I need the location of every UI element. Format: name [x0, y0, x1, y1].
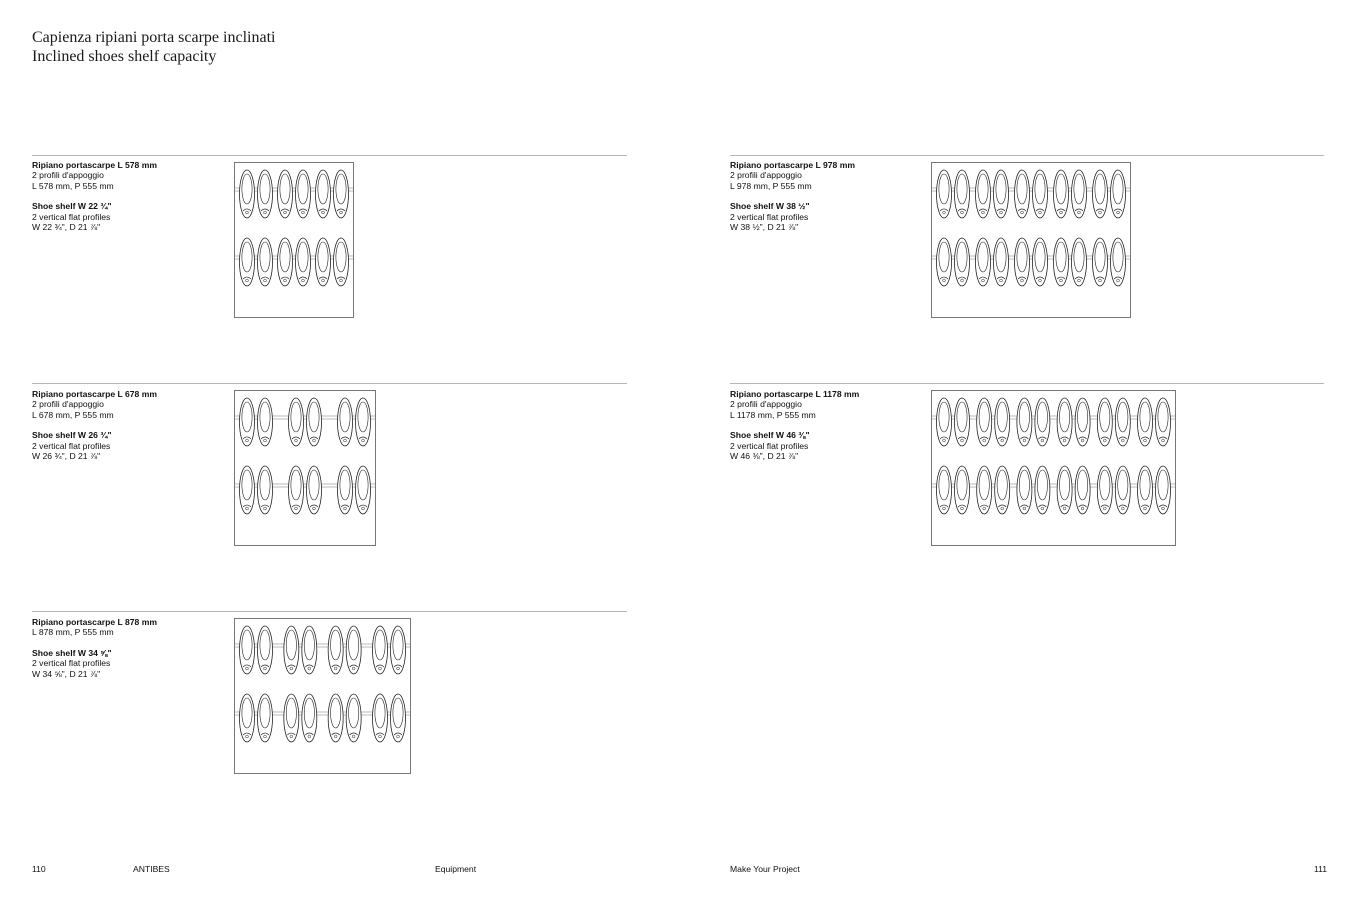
spec-heading-it: Ripiano portascarpe L 1178 mm — [730, 389, 860, 399]
spec-profiles-it: 2 profili d'appoggio — [730, 170, 802, 181]
spec-profiles-en: 2 vertical flat profiles — [32, 658, 111, 669]
spec-heading-it: Ripiano portascarpe L 978 mm — [730, 160, 855, 170]
shoe-shelf-drawing-878 — [234, 618, 411, 774]
spec-heading-it: Ripiano portascarpe L 678 mm — [32, 389, 157, 399]
spec-heading-en: Shoe shelf W 46 ⅜" — [730, 430, 810, 441]
spec-heading-en: Shoe shelf W 26 ¾" — [32, 430, 112, 441]
shoe-shelf-drawing-678 — [234, 390, 376, 546]
spec-dims-en: W 22 ¾", D 21 ⅞" — [32, 222, 101, 233]
spec-dims-it: L 978 mm, P 555 mm — [730, 180, 812, 191]
title-italian: Capienza ripiani porta scarpe inclinati — [32, 29, 276, 46]
spec-dims-en: W 26 ¾", D 21 ⅞" — [32, 451, 101, 462]
spec-profiles-en: 2 vertical flat profiles — [730, 211, 809, 222]
spec-profiles-it: 2 profili d'appoggio — [32, 170, 104, 181]
shoe-shelf-drawing-578 — [234, 162, 354, 318]
footer-brand: ANTIBES — [133, 864, 170, 874]
spec-dims-it: L 1178 mm, P 555 mm — [730, 409, 816, 420]
page-number-right: 111 — [1314, 864, 1328, 874]
divider-rule — [730, 383, 1324, 384]
spec-dims-it: L 878 mm, P 555 mm — [32, 627, 114, 638]
spec-heading-en: Shoe shelf W 22 ¾" — [32, 201, 112, 212]
spec-profiles-it: 2 profili d'appoggio — [32, 399, 104, 410]
shoe-shelf-drawing-978 — [931, 162, 1131, 318]
spec-dims-it: L 578 mm, P 555 mm — [32, 180, 114, 191]
shelf-spec-678 — [32, 389, 222, 461]
footer-section: Equipment — [435, 864, 477, 874]
title-english: Inclined shoes shelf capacity — [32, 48, 217, 65]
divider-rule — [32, 383, 627, 384]
spec-heading-en: Shoe shelf W 38 ½" — [730, 201, 810, 212]
spec-profiles-en: 2 vertical flat profiles — [32, 211, 111, 222]
shelf-spec-978 — [730, 160, 920, 232]
shelf-spec-578 — [32, 160, 222, 232]
spec-dims-en: W 34 ⅝", D 21 ⅞" — [32, 668, 101, 679]
spec-heading-it: Ripiano portascarpe L 578 mm — [32, 160, 157, 170]
spec-heading-en: Shoe shelf W 34 ⅝" — [32, 647, 112, 658]
divider-rule — [32, 155, 627, 156]
divider-rule — [730, 155, 1324, 156]
spec-dims-en: W 46 ⅜", D 21 ⅞" — [730, 451, 799, 462]
page-title — [32, 28, 275, 66]
spec-heading-it: Ripiano portascarpe L 878 mm — [32, 617, 157, 627]
spec-profiles-en: 2 vertical flat profiles — [730, 440, 809, 451]
shelf-spec-1178 — [730, 389, 920, 461]
page-number-left: 110 — [32, 864, 46, 874]
divider-rule — [32, 611, 627, 612]
spec-profiles-en: 2 vertical flat profiles — [32, 440, 111, 451]
spec-dims-it: L 678 mm, P 555 mm — [32, 409, 114, 420]
shelf-spec-878 — [32, 617, 222, 679]
spec-dims-en: W 38 ½", D 21 ⅞" — [730, 222, 799, 233]
spec-profiles-it: 2 profili d'appoggio — [730, 399, 802, 410]
footer-right-section: Make Your Project — [730, 864, 800, 874]
shoe-shelf-drawing-1178 — [931, 390, 1176, 546]
